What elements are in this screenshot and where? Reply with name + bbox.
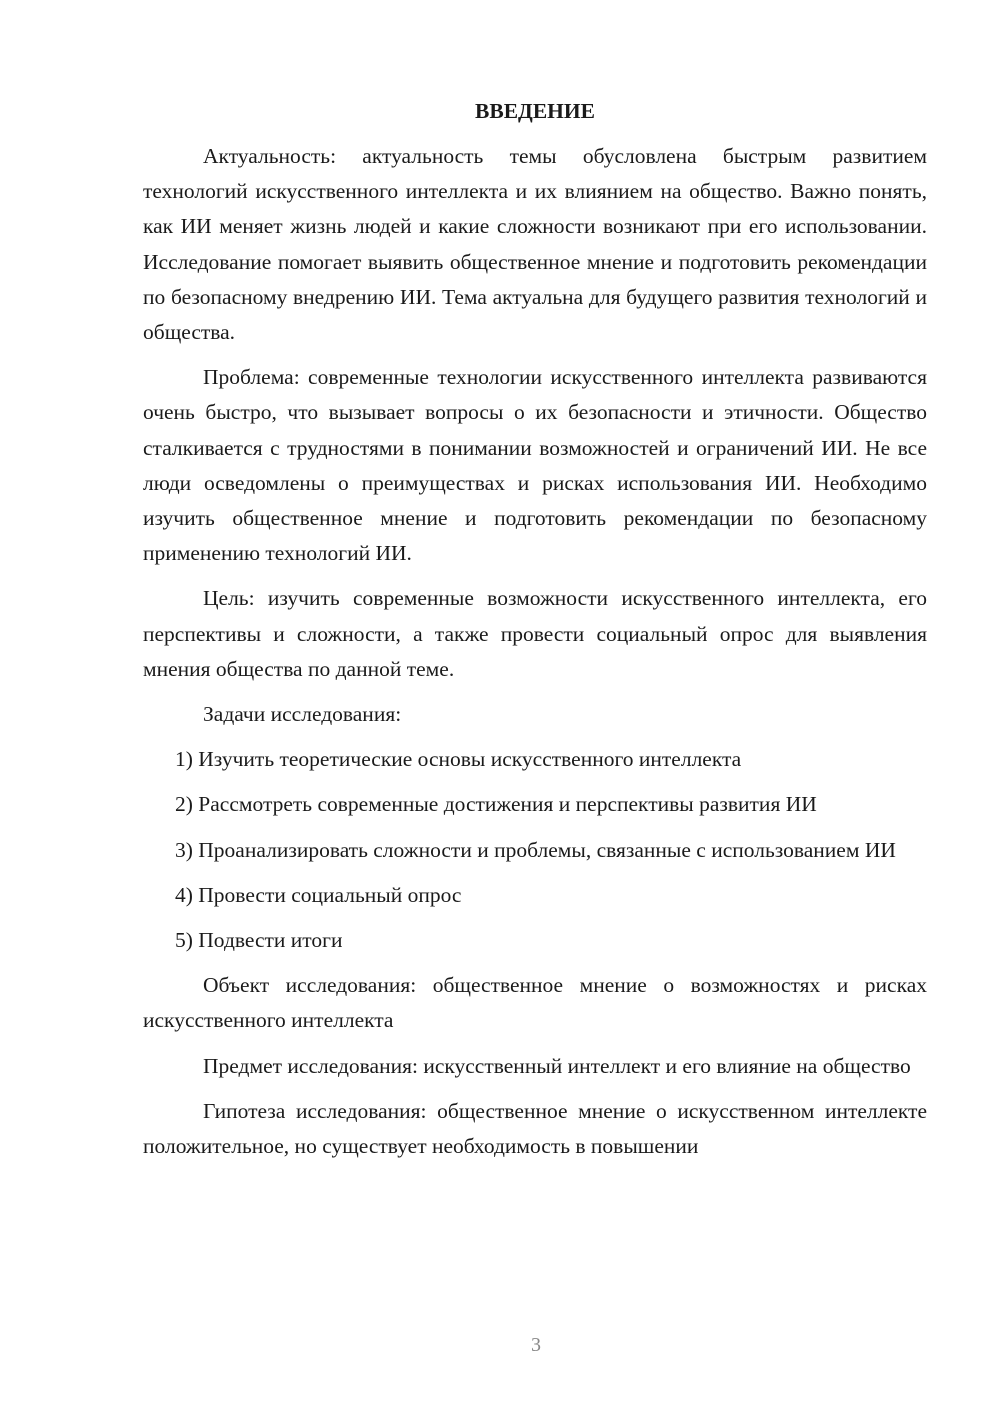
object-paragraph: Объект исследования: общественное мнение о возможностях и рисках искусственного интеллекта — [143, 973, 927, 1033]
section-heading: ВВЕДЕНИЕ — [475, 99, 595, 123]
problem-paragraph: Проблема: современные технологии искусственного интеллекта развиваются очень быстро, что вызывает вопросы о их безопасности и этичности. Общество сталкивается с трудностями в понимании возможностей и ограничений ИИ. Не все люди осведомлены о преимуществах и рисках использования ИИ. Необходимо изучить общественное мнение и подготовить рекомендации по безопасному применению технологий ИИ. — [143, 365, 927, 566]
task-item-2: 2) Рассмотреть современные достижения и перспективы развития ИИ — [175, 792, 817, 817]
page-content — [143, 94, 927, 1174]
goal-paragraph: Цель: изучить современные возможности искусственного интеллекта, его перспективы и сложности, а также провести социальный опрос для выявления мнения общества по данной теме. — [143, 586, 927, 681]
task-item-4: 4) Провести социальный опрос — [175, 882, 462, 907]
task-item-3: 3) Проанализировать сложности и проблемы, связанные с использованием ИИ — [175, 837, 896, 862]
tasks-heading: Задачи исследования: — [203, 702, 402, 727]
subject-paragraph: Предмет исследования: искусственный интеллект и его влияние на общество — [203, 1053, 911, 1078]
relevance-paragraph: Актуальность: актуальность темы обусловлена быстрым развитием технологий искусственного интеллекта и их влиянием на общество. Важно понять, как ИИ меняет жизнь людей и какие сложности возникают при его использовании. Исследование помогает выявить общественное мнение и подготовить рекомендации по безопасному внедрению ИИ. Тема актуальна для будущего развития технологий и общества. — [143, 144, 927, 345]
hypothesis-paragraph: Гипотеза исследования: общественное мнение о искусственном интеллекте положительное, но существует необходимость в повышении — [143, 1098, 927, 1159]
page-number: 3 — [531, 1334, 541, 1356]
task-item-1: 1) Изучить теоретические основы искусственного интеллекта — [175, 747, 742, 772]
task-item-5: 5) Подвести итоги — [175, 928, 343, 953]
